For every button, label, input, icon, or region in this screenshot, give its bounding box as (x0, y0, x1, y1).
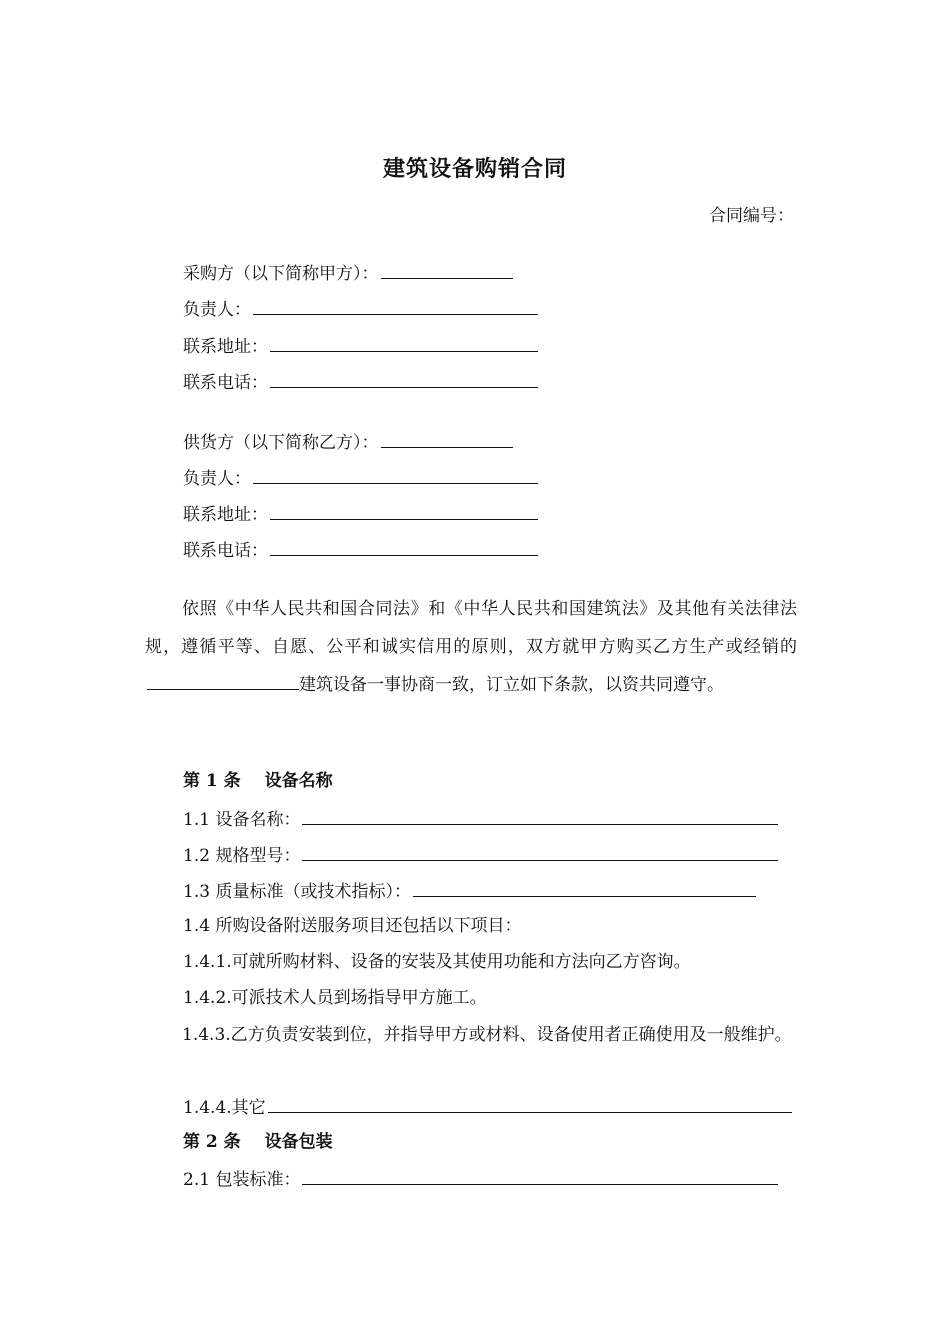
item-2-1-line (183, 1167, 778, 1191)
party-b-contact-line (183, 466, 538, 490)
item-1-4-1-text: 1.4.1.可就所购材料、设备的安装及其使用功能和方法向乙方咨询。 (183, 952, 691, 972)
item-1-4-3-paragraph (145, 1016, 797, 1054)
item-1-4-line (183, 915, 521, 937)
party-b-header-line (183, 430, 513, 454)
equipment-name-blank[interactable] (302, 807, 778, 825)
item-1-1-label: 1.1 设备名称： (183, 810, 301, 830)
article-2-title: 设备包装 (264, 1132, 333, 1152)
party-a-address-blank[interactable] (270, 334, 538, 352)
party-b-phone-line (183, 538, 538, 562)
party-b-name-blank[interactable] (381, 430, 513, 448)
quality-standard-blank[interactable] (413, 879, 756, 897)
party-a-name-blank[interactable] (381, 261, 513, 279)
party-b-contact-blank[interactable] (253, 466, 538, 484)
packaging-standard-blank[interactable] (302, 1167, 778, 1185)
item-1-3-line (183, 879, 756, 903)
article-2-heading (183, 1131, 333, 1153)
item-1-4-1-line (183, 951, 691, 973)
item-1-4-2-text: 1.4.2.可派技术人员到场指导甲方施工。 (183, 988, 487, 1008)
preamble-text-2: 建筑设备一事协商一致，订立如下条款，以资共同遵守。 (299, 675, 724, 695)
item-1-4-3-text: 1.4.3.乙方负责安装到位，并指导甲方或材料、设备使用者正确使用及一般维护。 (182, 1025, 792, 1045)
party-b-address-line (183, 502, 538, 526)
item-1-2-line (183, 843, 778, 867)
party-b-header: 供货方（以下简称乙方）： (183, 433, 379, 453)
party-a-phone-line (183, 370, 538, 394)
item-1-4-text: 1.4 所购设备附送服务项目还包括以下项目： (183, 916, 522, 936)
party-a-header-line (183, 261, 513, 285)
item-1-4-4-label: 1.4.4.其它 (183, 1098, 266, 1118)
party-a-phone-blank[interactable] (270, 370, 538, 388)
party-b-contact-label: 负责人： (183, 469, 251, 489)
model-spec-blank[interactable] (302, 843, 778, 861)
item-1-3-label: 1.3 质量标准（或技术指标）： (183, 882, 411, 902)
equipment-blank[interactable] (147, 672, 299, 690)
party-b-phone-label: 联系电话： (183, 541, 268, 561)
article-2-number: 第 2 条 (183, 1132, 241, 1152)
party-a-contact-label: 负责人： (183, 300, 251, 320)
item-1-4-4-line (183, 1095, 792, 1119)
party-a-contact-blank[interactable] (253, 297, 538, 315)
party-a-contact-line (183, 297, 538, 321)
document-title: 建筑设备购销合同 (382, 156, 567, 182)
party-a-phone-label: 联系电话： (183, 373, 268, 393)
party-a-address-label: 联系地址： (183, 337, 268, 357)
item-1-1-line (183, 807, 778, 831)
preamble-paragraph (145, 590, 797, 704)
article-1-title: 设备名称 (264, 771, 333, 791)
party-b-address-blank[interactable] (270, 502, 538, 520)
contract-number-label: 合同编号： (709, 206, 794, 226)
party-b-address-label: 联系地址： (183, 505, 268, 525)
other-items-blank[interactable] (268, 1095, 792, 1113)
party-a-address-line (183, 334, 538, 358)
preamble-text-1: 依照《中华人民共和国合同法》和《中华人民共和国建筑法》及其他有关法律法规，遵循平等、自愿、公平和诚实信用的原则，双方就甲方购买乙方生产或经销的 (145, 599, 797, 657)
party-a-header: 采购方（以下简称甲方）： (183, 264, 379, 284)
item-2-1-label: 2.1 包装标准： (183, 1170, 301, 1190)
party-b-phone-blank[interactable] (270, 538, 538, 556)
item-1-2-label: 1.2 规格型号： (183, 846, 301, 866)
article-1-number: 第 1 条 (183, 771, 241, 791)
article-1-heading (183, 770, 333, 792)
item-1-4-2-line (183, 987, 487, 1009)
